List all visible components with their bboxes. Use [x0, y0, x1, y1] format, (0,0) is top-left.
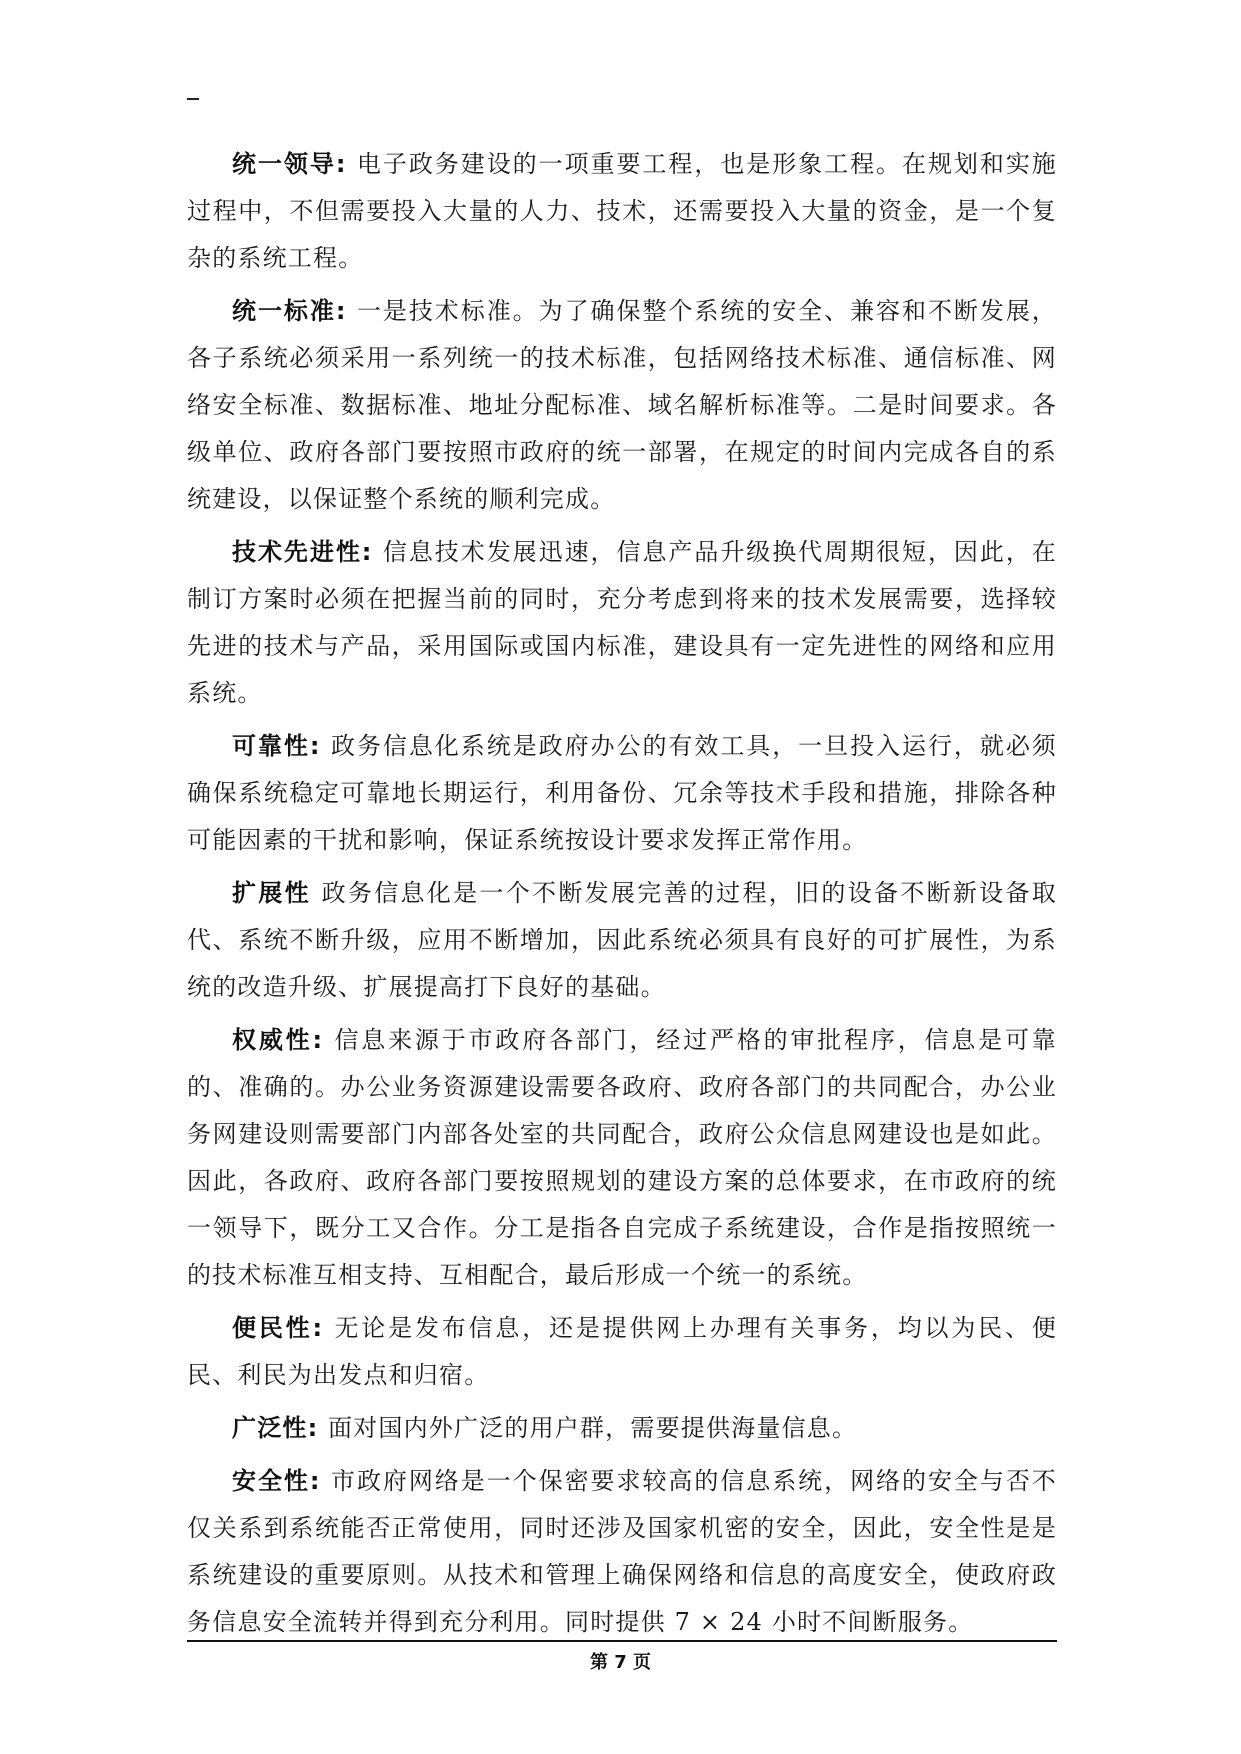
term-label: 统一标准 [232, 297, 336, 325]
term-separator: : [309, 1467, 331, 1495]
footer-divider [187, 1640, 1057, 1642]
paragraph-scalability [187, 870, 1057, 1011]
paragraph-reliability [187, 723, 1057, 864]
term-separator: : [307, 1414, 328, 1442]
paragraph-text: 一是技术标准。为了确保整个系统的安全、兼容和不断发展，各子系统必须采用一系列统一的技术标准，包括网络技术标准、通信标准、网络安全标准、数据标准、地址分配标准、域名解析标准等。二是时间要求。各级单位、政府各部门要按照市政府的统一部署，在规定的时间内完成各自的系统建设，以保证整个系统的顺利完成。 [187, 297, 1057, 513]
term-label: 便民性 [232, 1314, 313, 1342]
term-label: 扩展性 [232, 879, 311, 907]
paragraph-text: 面对国内外广泛的用户群，需要提供海量信息。 [327, 1414, 858, 1442]
paragraph-breadth [187, 1405, 1057, 1452]
term-separator: : [335, 297, 357, 325]
document-body [187, 141, 1057, 1652]
paragraph-unified-leadership [187, 141, 1057, 282]
term-label: 统一领导 [232, 150, 336, 178]
paragraph-text: 无论是发布信息，还是提供网上办理有关事务，均以为民、便民、利民为出发点和归宿。 [187, 1314, 1057, 1389]
paragraph-text: 政务信息化是一个不断发展完善的过程，旧的设备不断新设备取代、系统不断升级，应用不断增加，因此系统必须具有良好的可扩展性，为系统的改造升级、扩展提高打下良好的基础。 [187, 879, 1057, 1001]
term-separator: : [335, 150, 357, 178]
term-label: 广泛性 [232, 1414, 308, 1442]
term-label: 技术先进性 [232, 538, 362, 566]
paragraph-convenience [187, 1305, 1057, 1399]
term-label: 安全性 [232, 1467, 310, 1495]
paragraph-authority [187, 1017, 1057, 1299]
term-separator [311, 879, 322, 907]
header-mark [187, 98, 199, 100]
paragraph-text: 市政府网络是一个保密要求较高的信息系统，网络的安全与否不仅关系到系统能否正常使用，同时还涉及国家机密的安全，因此，安全性是是系统建设的重要原则。从技术和管理上确保网络和信息的高度安全，使政府政务信息安全流转并得到充分利用。同时提供 7 × 24 小时不间断服务。 [187, 1467, 1057, 1636]
paragraph-text: 政务信息化系统是政府办公的有效工具，一旦投入运行，就必须确保系统稳定可靠地长期运行，利用备份、冗余等技术手段和措施，排除各种可能因素的干扰和影响，保证系统按设计要求发挥正常作用。 [187, 732, 1057, 854]
term-separator: : [312, 1026, 335, 1054]
paragraph-text: 电子政务建设的一项重要工程，也是形象工程。在规划和实施过程中，不但需要投入大量的人力、技术，还需要投入大量的资金，是一个复杂的系统工程。 [187, 150, 1057, 272]
paragraph-text: 信息来源于市政府各部门，经过严格的审批程序，信息是可靠的、准确的。办公业务资源建设需要各政府、政府各部门的共同配合，办公业务网建设则需要部门内部各处室的共同配合，政府公众信息网建设也是如此。因此，各政府、政府各部门要按照规划的建设方案的总体要求，在市政府的统一领导下，既分工又合作。分工是指各自完成子系统建设，合作是指按照统一的技术标准互相支持、互相配合，最后形成一个统一的系统。 [187, 1026, 1057, 1289]
paragraph-technical-advancement [187, 529, 1057, 717]
term-separator: : [312, 1314, 335, 1342]
term-label: 权威性 [232, 1026, 313, 1054]
term-separator: : [309, 732, 331, 760]
term-separator: : [361, 538, 383, 566]
term-label: 可靠性 [232, 732, 310, 760]
page-number: 第 7 页 [589, 1652, 652, 1673]
paragraph-text: 信息技术发展迅速，信息产品升级换代周期很短，因此，在制订方案时必须在把握当前的同时，充分考虑到将来的技术发展需要，选择较先进的技术与产品，采用国际或国内标准，建设具有一定先进性的网络和应用系统。 [187, 538, 1057, 707]
paragraph-security [187, 1458, 1057, 1646]
paragraph-unified-standard [187, 288, 1057, 523]
